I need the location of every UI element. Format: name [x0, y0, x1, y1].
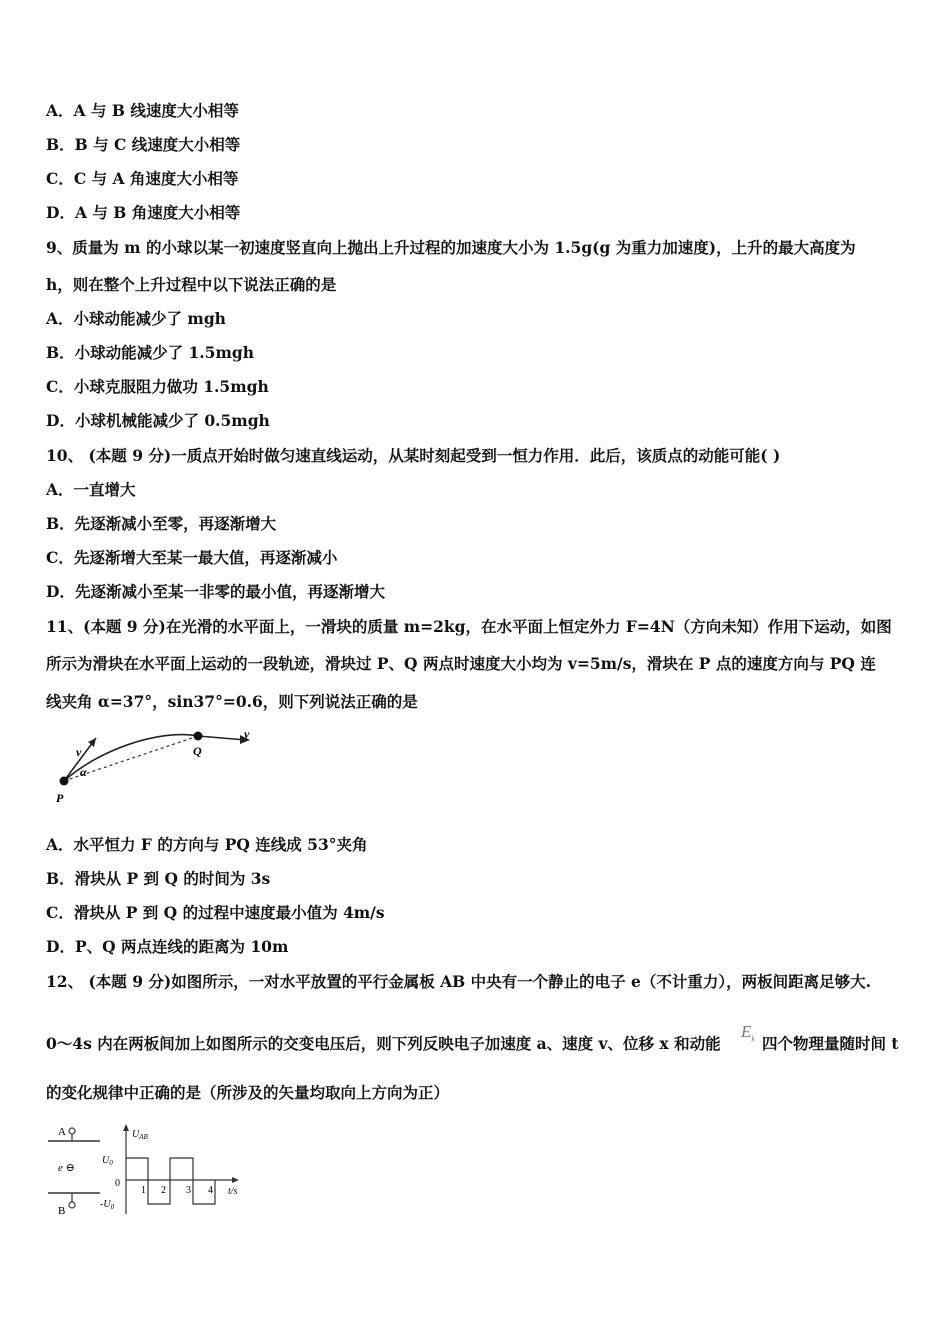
- q12-voltage-figure: [44, 1120, 254, 1220]
- q9-option-c: C．小球克服阻力做功 1.5mgh: [46, 377, 269, 396]
- velocity-arrowhead-p: [88, 738, 96, 747]
- t-axis-arrowhead: [232, 1177, 239, 1183]
- u-axis-label-main: U: [132, 1129, 140, 1140]
- q11-trajectory-figure: [50, 724, 270, 808]
- plate-a-terminal: [69, 1128, 75, 1134]
- q10-option-b: B．先逐渐减小至零，再逐渐增大: [46, 514, 277, 533]
- q11-option-c: C．滑块从 P 到 Q 的过程中速度最小值为 4m/s: [46, 903, 385, 922]
- label-v1: v: [76, 745, 82, 759]
- q11-stem-line2: 所示为滑块在水平面上运动的一段轨迹，滑块过 P、Q 两点时速度大小均为 v=5m/s，滑块在 P 点的速度方向与 PQ 连: [46, 654, 876, 673]
- q9-stem-line1: 9、质量为 m 的小球以某一初速度竖直向上抛出上升过程的加速度大小为 1.5g(g 为重力加速度)，上升的最大高度为: [46, 238, 856, 257]
- ek-symbol-sub: k: [751, 1034, 755, 1044]
- plate-a-label: A: [58, 1126, 66, 1138]
- tick-1: 1: [141, 1185, 146, 1196]
- q11-option-d: D．P、Q 两点连线的距离为 10m: [46, 937, 289, 956]
- q10-option-c: C．先逐渐增大至某一最大值，再逐渐减小: [46, 548, 338, 567]
- neg-u0-label-main: -U: [100, 1199, 111, 1210]
- q11-stem-line3: 线夹角 α=37°，sin37°=0.6，则下列说法正确的是: [46, 692, 418, 711]
- q8-option-c: C．C 与 A 角速度大小相等: [46, 169, 239, 188]
- label-alpha: α: [80, 765, 87, 779]
- q10-option-a: A．一直增大: [46, 480, 136, 499]
- q12-stem-line2-end: 四个物理量随时间 t: [762, 1034, 899, 1053]
- label-p: P: [56, 791, 64, 805]
- velocity-arrow-q: [198, 736, 246, 740]
- q9-option-b: B．小球动能减少了 1.5mgh: [46, 343, 254, 362]
- point-p: [60, 777, 69, 786]
- q8-option-d: D．A 与 B 角速度大小相等: [46, 203, 241, 222]
- u0-label: [102, 1155, 113, 1167]
- plate-b-label: B: [58, 1205, 66, 1217]
- u-axis-label: [132, 1129, 149, 1141]
- tick-3: 3: [186, 1185, 191, 1196]
- q8-option-a: A．A 与 B 线速度大小相等: [46, 101, 239, 120]
- u-axis-arrowhead: [123, 1124, 129, 1131]
- origin-label: 0: [115, 1178, 120, 1189]
- q9-stem-line2: h，则在整个上升过程中以下说法正确的是: [46, 275, 337, 294]
- tick-4: 4: [208, 1185, 213, 1196]
- u0-label-main: U: [102, 1155, 110, 1166]
- q11-option-a: A．水平恒力 F 的方向与 PQ 连线成 53°夹角: [46, 835, 368, 854]
- tick-2: 2: [161, 1185, 166, 1196]
- q11-option-b: B．滑块从 P 到 Q 的时间为 3s: [46, 869, 271, 888]
- t-axis-label: t/s: [228, 1186, 238, 1197]
- point-q: [194, 732, 203, 741]
- electron-label: e ⊖: [58, 1162, 75, 1174]
- ek-symbol-e: E: [741, 1022, 752, 1041]
- q10-stem: 10、 (本题 9 分)一质点开始时做匀速直线运动，从某时刻起受到一恒力作用．此后，该质点的动能可能( ): [46, 446, 781, 465]
- u0-label-sub: 0: [109, 1159, 113, 1167]
- u-axis-label-sub: AB: [139, 1133, 148, 1141]
- plate-b-terminal: [69, 1202, 75, 1208]
- square-wave: [126, 1158, 215, 1204]
- neg-u0-label: [100, 1199, 115, 1211]
- q9-option-d: D．小球机械能减少了 0.5mgh: [46, 411, 270, 430]
- q9-option-a: A．小球动能减少了 mgh: [46, 309, 226, 328]
- label-q: Q: [193, 744, 202, 758]
- q10-option-d: D．先逐渐减小至某一非零的最小值，再逐渐增大: [46, 582, 385, 601]
- q12-stem-line3: 的变化规律中正确的是（所涉及的矢量均取向上方向为正）: [46, 1083, 450, 1102]
- label-v2: v: [244, 727, 250, 741]
- q12-stem-line2: 0～4s 内在两板间加上如图所示的交变电压后，则下列反映电子加速度 a、速度 v、位移 x 和动能: [46, 1034, 721, 1053]
- q12-stem-line1: 12、 (本题 9 分)如图所示，一对水平放置的平行金属板 AB 中央有一个静止的电子 e（不计重力），两板间距离足够大.: [46, 972, 872, 991]
- q8-option-b: B．B 与 C 线速度大小相等: [46, 135, 241, 154]
- neg-u0-label-sub: 0: [110, 1203, 115, 1211]
- q11-stem-line1: 11、(本题 9 分)在光滑的水平面上，一滑块的质量 m=2kg，在水平面上恒定外力 F=4N（方向未知）作用下运动，如图: [46, 617, 892, 636]
- ek-symbol: [741, 1022, 755, 1043]
